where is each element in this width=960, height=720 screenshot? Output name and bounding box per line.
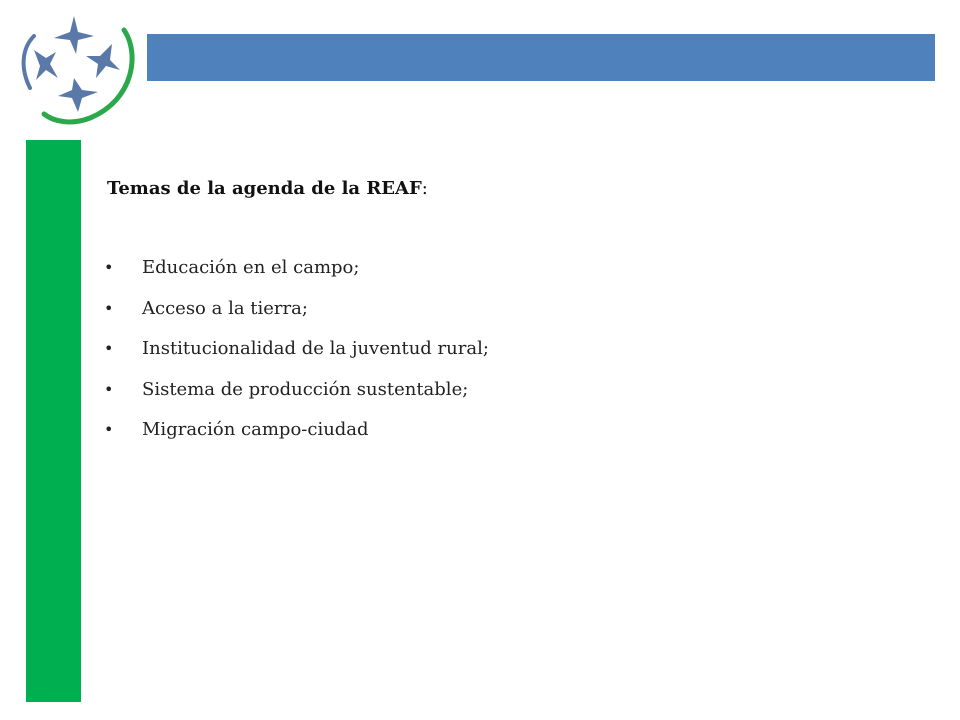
- bullet-marker: •: [104, 258, 114, 277]
- list-item: [104, 298, 489, 339]
- slide-title-suffix: :: [421, 178, 428, 199]
- logo-icon: [12, 8, 144, 133]
- bullet-marker: •: [104, 379, 114, 399]
- bullet-text: Acceso a la tierra;: [142, 297, 308, 319]
- bullet-list: [104, 257, 489, 460]
- slide-title: [107, 178, 428, 199]
- bullet-marker: •: [104, 339, 114, 358]
- bullet-text: Educación en el campo;: [142, 257, 360, 278]
- list-item: [104, 419, 489, 460]
- list-item: [104, 257, 489, 298]
- header-bar: [147, 34, 935, 81]
- bullet-marker: •: [104, 420, 114, 439]
- bullet-text: Sistema de producción sustentable;: [142, 378, 469, 400]
- list-item: [104, 338, 489, 379]
- side-accent-bar: [26, 140, 81, 702]
- bullet-text: Institucionalidad de la juventud rural;: [142, 338, 489, 359]
- slide-title-bold: Temas de la agenda de la REAF: [107, 178, 422, 199]
- list-item: [104, 379, 489, 420]
- bullet-text: Migración campo-ciudad: [142, 419, 369, 440]
- bullet-marker: •: [104, 298, 114, 318]
